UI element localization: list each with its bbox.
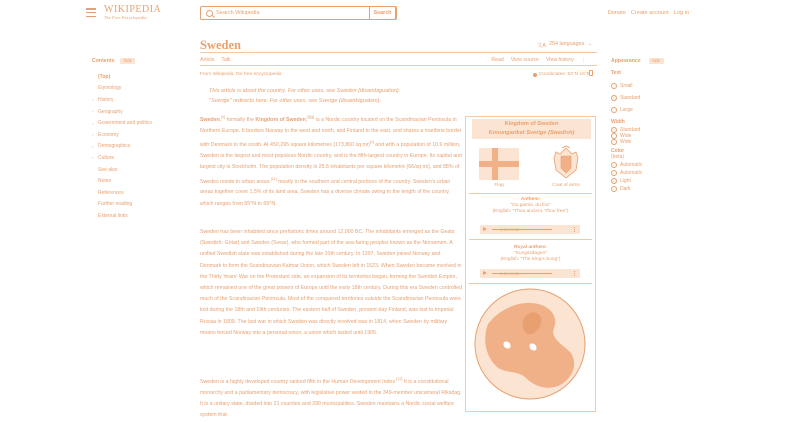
more-icon[interactable]: ⋮	[580, 57, 586, 63]
width-label: Width	[611, 119, 625, 125]
play-icon[interactable]	[483, 227, 487, 231]
radio-button[interactable]	[611, 178, 617, 184]
toc-item[interactable]	[92, 141, 182, 153]
coordinates[interactable]	[533, 72, 590, 77]
toc-item[interactable]	[92, 152, 182, 164]
title-divider	[200, 52, 597, 53]
language-count: 254 languages	[549, 41, 585, 47]
appearance-heading	[611, 58, 681, 64]
radio-button[interactable]	[611, 83, 617, 89]
anthem-block	[466, 197, 595, 215]
toc-item[interactable]	[92, 210, 182, 222]
color-label: Color	[611, 148, 625, 154]
site-header	[0, 0, 800, 28]
radio-button[interactable]	[611, 162, 617, 168]
chevron-right-icon[interactable]: ›	[92, 143, 94, 149]
toc-item-label: Notes	[98, 178, 112, 185]
toc-item-label: Further reading	[98, 201, 133, 208]
search-icon	[206, 10, 213, 17]
text-size-options	[611, 80, 681, 116]
paragraph-intro: Sweden,[e] formally the Kingdom of Sweden,[f][g] is a Nordic country located on the Scandinavian Peninsula in Northern Europe. It borders Norway to the west and north, and Finland to the east, and shares a maritime border with Denmark to the south. At 450,295 square kilometres (173,860 sq mi)[4] and with a population of 10.6 million, Sweden is the largest and most populous Nordic country, and is the fifth-largest country in Europe. Its capital and largest city is Stockholm. The population density is 25.5 inhabitants per square kilometre (66/sq mi), and 88% of Swedes reside in urban areas.[11] mostly in the southern and central portions of the country. Sweden's urban areas together cover 1.5% of its land area. Sweden has a diverse climate owing to the length of the country, which ranges from 55°N to 69°N.	[200, 115, 462, 207]
infobox-divider	[469, 239, 592, 240]
royal-anthem-title[interactable]: "Kungssången"	[514, 251, 547, 256]
toc-heading	[92, 58, 182, 64]
toc-item-label: See also	[98, 166, 118, 173]
radio-label: Wide	[620, 133, 632, 139]
page-title: Sweden	[200, 38, 241, 52]
tab-view-history[interactable]: View history	[545, 57, 574, 63]
toc-item-label: Demographics	[98, 143, 131, 150]
login-link[interactable]: Log in	[673, 10, 689, 16]
hatnote	[209, 86, 449, 106]
player-menu-icon[interactable]	[574, 271, 576, 276]
royal-anthem-audio-player[interactable]	[480, 269, 580, 278]
radio-option[interactable]	[611, 185, 681, 193]
view-tabs	[491, 57, 586, 63]
appearance-title: Appearance	[611, 58, 641, 64]
user-links	[608, 10, 689, 16]
toc-item-label: Government and politics	[98, 120, 152, 127]
radio-button[interactable]	[611, 139, 617, 145]
toc-item-label: Geography	[98, 108, 123, 115]
text-size-label: Text	[611, 70, 621, 76]
radio-option[interactable]	[611, 104, 681, 116]
royal-anthem-label: Royal anthem:	[513, 245, 548, 250]
toc-item-label: Culture	[98, 154, 115, 161]
coat-of-arms-image[interactable]	[550, 146, 582, 180]
toc-item[interactable]	[92, 117, 182, 129]
infobox-native-name: Konungariket Sverige (Swedish)	[488, 130, 575, 136]
tabs-divider	[200, 65, 597, 66]
toc-item[interactable]	[92, 106, 182, 118]
width-options	[611, 127, 681, 145]
tab-view-source[interactable]: View source	[510, 57, 539, 63]
toc-item[interactable]	[92, 94, 182, 106]
toc-title: Contents	[92, 58, 115, 64]
toc-item-label: References	[98, 189, 124, 196]
infobox-country-name: Kingdom of Sweden	[504, 121, 559, 127]
table-of-contents	[92, 58, 182, 222]
coordinates-text: Coordinates: 63°N 16°E	[538, 72, 590, 77]
search-box	[200, 6, 397, 20]
radio-label: Automatic	[620, 162, 643, 168]
infobox	[465, 116, 596, 412]
toc-item[interactable]	[92, 129, 182, 141]
radio-label: Large	[620, 107, 633, 113]
hatnote-line-2: "Sverige" redirects here. For other uses, see Sverige (disambiguation).	[209, 98, 382, 104]
play-icon[interactable]	[483, 271, 487, 275]
anthem-translation: (English: "Thou ancient, Thou free")	[492, 209, 569, 214]
flag-image[interactable]	[479, 148, 519, 180]
radio-button[interactable]	[611, 170, 617, 176]
translate-icon: 文A	[537, 43, 546, 49]
paragraph-history: Sweden has been inhabited since prehistoric times around 12,000 BC. The inhabitants emerged as the Geats (Swedish: Götar) and Swedes (Svear), who formed part of the sea-faring peoples known as the Norsemen. A unified Swedish state was established during the late 10th century. In 1397, Sweden joined Norway and Denmark to form the Scandinavian Kalmar Union, which Sweden left in 1523. When Sweden became involved in the Thirty Years' War on the Protestant side, an expansion of its territories began, forming the Swedish Empire, which remained one of the great powers of Europe until the early 18th century. During this era Sweden controlled much of the Scandinavian Peninsula. Most of the conquered territories outside the Scandinavian Peninsula were lost during the 18th and 19th centuries. The eastern half of Sweden, present-day Finland, was lost to Imperial Russia in 1809. The last war in which Sweden was directly involved was in 1814, when Sweden by military means forced Norway into a personal union, a union which lasted until 1905.	[200, 229, 462, 336]
tagline: From Wikipedia, the free encyclopedia	[200, 72, 282, 77]
royal-anthem-block	[466, 245, 595, 263]
hatnote-line-1: This article is about the country. For other uses, see Sweden (disambiguation).	[209, 88, 401, 94]
coat-of-arms-caption[interactable]: Coat of arms	[552, 183, 580, 188]
radio-option[interactable]	[611, 169, 681, 177]
chevron-down-icon: ⌄	[587, 41, 592, 47]
wikipedia-wordmark[interactable]: WIKIPEDIA	[104, 4, 162, 15]
tab-read[interactable]: Read	[491, 57, 504, 63]
toc-item[interactable]	[92, 71, 182, 83]
radio-button[interactable]	[611, 107, 617, 113]
radio-option[interactable]	[611, 80, 681, 92]
infobox-divider	[469, 193, 592, 194]
wikipedia-tagline: The Free Encyclopedia	[104, 15, 147, 20]
tab-talk[interactable]: Talk	[221, 57, 231, 63]
toc-item-label: (Top)	[98, 73, 111, 80]
radio-option[interactable]	[611, 139, 681, 145]
toc-hide-button[interactable]: hide	[120, 58, 135, 64]
lock-icon	[589, 70, 593, 76]
radio-label: Dark	[620, 186, 631, 192]
color-options	[611, 161, 681, 193]
anthem-audio-player[interactable]	[480, 225, 580, 234]
chevron-right-icon[interactable]: ›	[92, 120, 94, 126]
location-map-globe[interactable]	[474, 288, 586, 400]
language-button[interactable]	[537, 41, 592, 49]
toc-item-label: External links	[98, 212, 128, 219]
anthem-label: Anthem:	[520, 197, 541, 202]
infobox-divider	[469, 283, 592, 284]
chevron-right-icon[interactable]: ›	[92, 109, 94, 115]
main-menu-icon[interactable]	[86, 8, 96, 17]
radio-button[interactable]	[611, 186, 617, 192]
toc-item[interactable]	[92, 187, 182, 199]
player-time: 0:00 / 0:00	[500, 270, 519, 276]
chevron-right-icon[interactable]: ›	[92, 132, 94, 138]
toc-item-label: Economy	[98, 131, 119, 138]
radio-option[interactable]	[611, 161, 681, 169]
create-account-link[interactable]: Create account	[630, 10, 669, 16]
search-input[interactable]	[216, 8, 366, 18]
appearance-hide-button[interactable]: hide	[649, 58, 664, 64]
radio-label: Wide	[620, 139, 632, 145]
radio-label: Automatic	[620, 170, 643, 176]
radio-option[interactable]	[611, 92, 681, 104]
paragraph-politics: Sweden is a highly developed country ranked fifth in the Human Development Index.[12] It is a constitutional monarchy and a parliamentary democracy, with legislative power vested in the 349-member unicameral Riksdag. It is a unitary state, divided into 21 counties and 290 municipalities. Sweden maintains a Nordic social welfare system that	[200, 377, 462, 419]
infobox-title	[472, 119, 591, 139]
radio-label: Light	[620, 178, 631, 184]
toc-item[interactable]	[92, 175, 182, 187]
search-button[interactable]: Search	[369, 6, 396, 20]
toc-item[interactable]	[92, 83, 182, 95]
tab-article[interactable]: Article	[200, 57, 214, 66]
royal-anthem-translation: (English: "The King's Song")	[500, 257, 561, 262]
player-menu-icon[interactable]	[574, 227, 576, 232]
appearance-panel	[611, 58, 681, 193]
chevron-right-icon[interactable]: ›	[92, 155, 94, 161]
toc-list	[92, 71, 182, 222]
radio-button[interactable]	[611, 95, 617, 101]
globe-icon	[533, 73, 537, 77]
radio-label: Standard	[620, 95, 641, 101]
player-time: 0:00 / 0:00	[500, 226, 519, 232]
donate-link[interactable]: Donate	[607, 10, 626, 16]
color-beta-label: (beta)	[611, 154, 625, 160]
anthem-title[interactable]: "Du gamla, du fria"	[510, 203, 551, 208]
flag-caption[interactable]: Flag	[494, 183, 504, 188]
chevron-right-icon[interactable]: ›	[92, 97, 94, 103]
radio-label: Small	[620, 83, 633, 89]
toc-item-label: History	[98, 96, 114, 103]
toc-item[interactable]	[92, 164, 182, 176]
toc-item-label: Etymology	[98, 85, 122, 92]
radio-option[interactable]	[611, 177, 681, 185]
toc-item[interactable]	[92, 199, 182, 211]
radio-label: Standard	[620, 127, 641, 133]
